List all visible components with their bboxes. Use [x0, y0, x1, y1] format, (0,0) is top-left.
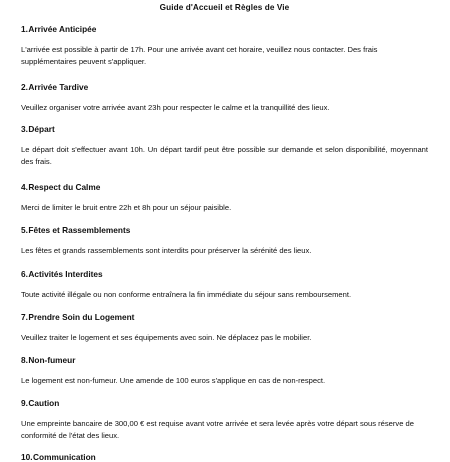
section-heading [21, 452, 428, 462]
section-heading [21, 312, 428, 322]
section-heading [21, 355, 428, 365]
section-number: 10. [21, 452, 33, 462]
section-heading [21, 225, 428, 235]
section-depart [21, 124, 428, 168]
section-activites-interdites [21, 269, 428, 301]
section-title: Communication [33, 452, 96, 462]
section-number: 6. [21, 269, 28, 279]
section-title: Prendre Soin du Logement [28, 312, 135, 322]
section-arrivee-anticipee [21, 24, 428, 68]
document-title: Guide d'Accueil et Règles de Vie [159, 3, 290, 12]
section-text: L'arrivée est possible à partir de 17h. Pour une arrivée avant cet horaire, veuillez nous contacter. Des frais supplémentaires peuvent s'appliquer. [21, 45, 378, 66]
section-title: Fêtes et Rassemblements [28, 225, 131, 235]
section-heading [21, 269, 428, 279]
section-heading [21, 182, 428, 192]
section-arrivee-tardive [21, 82, 428, 114]
section-respect-du-calme [21, 182, 428, 214]
section-title: Caution [28, 398, 60, 408]
section-number: 5. [21, 225, 28, 235]
section-title: Départ [28, 124, 55, 134]
section-number: 1. [21, 24, 28, 34]
section-communication [21, 452, 428, 462]
section-title: Non-fumeur [28, 355, 76, 365]
section-caution [21, 398, 428, 442]
section-prendre-soin-du-logement [21, 312, 428, 344]
section-heading [21, 24, 428, 34]
section-number: 7. [21, 312, 28, 322]
section-number: 4. [21, 182, 28, 192]
section-text: Veuillez organiser votre arrivée avant 23h pour respecter le calme et la tranquillité des lieux. [21, 103, 330, 112]
section-number: 3. [21, 124, 28, 134]
section-number: 9. [21, 398, 28, 408]
section-text: Merci de limiter le bruit entre 22h et 8h pour un séjour paisible. [21, 203, 232, 212]
section-heading [21, 398, 428, 408]
section-fetes-et-rassemblements [21, 225, 428, 257]
section-heading [21, 82, 428, 92]
section-text: Les fêtes et grands rassemblements sont interdits pour préserver la sérénité des lieux. [21, 246, 312, 255]
section-title: Arrivée Anticipée [28, 24, 97, 34]
section-number: 2. [21, 82, 28, 92]
section-text: Le départ doit s'effectuer avant 10h. Un départ tardif peut être possible sur demande et selon disponibilité, moyennant des frais. [21, 145, 428, 166]
section-text: Veuillez traiter le logement et ses équipements avec soin. Ne déplacez pas le mobilier. [21, 333, 312, 342]
section-text: Toute activité illégale ou non conforme entraînera la fin immédiate du séjour sans remboursement. [21, 290, 352, 299]
section-non-fumeur [21, 355, 428, 387]
section-title: Activités Interdites [28, 269, 103, 279]
section-title: Respect du Calme [28, 182, 101, 192]
section-number: 8. [21, 355, 28, 365]
section-text: Le logement est non-fumeur. Une amende de 100 euros s'applique en cas de non-respect. [21, 376, 326, 385]
section-text: Une empreinte bancaire de 300,00 € est requise avant votre arrivée et sera levée après votre départ sous réserve de conformité de l'état des lieux. [21, 419, 414, 440]
section-heading [21, 124, 428, 134]
section-title: Arrivée Tardive [28, 82, 89, 92]
